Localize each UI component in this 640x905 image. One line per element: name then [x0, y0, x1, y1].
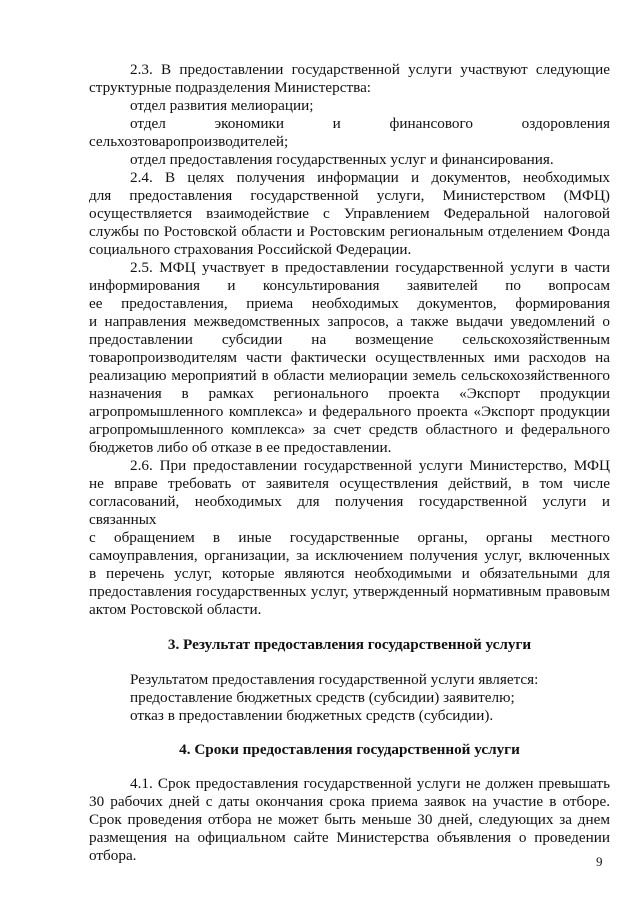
text-line: Срок проведения отбора не может быть меньше 30 дней, следующих за днем [89, 811, 610, 828]
text-line: 2.4. В целях получения информации и документов, необходимых [130, 169, 610, 186]
text-line: агропромышленного комплекса» и федерального проекта «Экспорт продукции [89, 403, 610, 420]
text-line: отдел экономики и финансового оздоровления [130, 115, 610, 132]
text-line: предоставлении субсидии на возмещение сельскохозяйственным [89, 331, 610, 348]
text-line: товаропроизводителям части фактически осуществленных ими расходов на [89, 349, 610, 366]
text-line: структурные подразделения Министерства: [89, 79, 372, 96]
text-line: отдел развития мелиорации; [130, 97, 314, 114]
text-line: 4.1. Срок предоставления государственной услуги не должен превышать [130, 775, 610, 792]
text-line: социального страхования Российской Федерации. [89, 241, 412, 258]
text-line: с обращением в иные государственные органы, органы местного [89, 529, 610, 546]
page-number: 9 [596, 854, 603, 869]
text-line: агропромышленного комплекса» за счет средств областного и федерального [89, 421, 610, 438]
text-line: 2.5. МФЦ участвует в предоставлении государственной услуги в части [130, 259, 610, 276]
text-line: Результатом предоставления государственной услуги является: [130, 671, 539, 688]
section-heading-4: 4. Сроки предоставления государственной услуги [179, 741, 520, 758]
text-line: бюджетов либо об отказе в ее предоставлении. [89, 439, 392, 456]
text-line: отказ в предоставлении бюджетных средств (субсидии). [130, 707, 494, 724]
text-line: актом Ростовской области. [89, 601, 262, 618]
text-line: самоуправления, организации, за исключением получения услуг, включенных [89, 547, 610, 564]
text-line: сельхозтоваропроизводителей; [89, 133, 289, 150]
text-line: ее предоставления, приема необходимых документов, формирования [89, 295, 610, 312]
text-line: назначения в рамках регионального проекта «Экспорт продукции [89, 385, 610, 402]
text-line: информирования и консультирования заявителей по вопросам [89, 277, 610, 294]
section-heading-3: 3. Результат предоставления государственной услуги [167, 636, 532, 653]
text-line: предоставления государственных услуг, утвержденный нормативным правовым [89, 583, 610, 600]
text-line: отбора. [89, 847, 137, 864]
text-line: службы по Ростовской области и Ростовским региональным отделением Фонда [89, 223, 610, 240]
text-line: предоставление бюджетных средств (субсидии) заявителю; [130, 689, 515, 706]
text-line: не вправе требовать от заявителя осуществления действий, в том числе [89, 475, 610, 492]
text-line: в перечень услуг, которые являются необходимыми и обязательными для [89, 565, 610, 582]
text-line: для предоставления государственной услуги, Министерством (МФЦ) [89, 187, 610, 204]
text-line: реализацию мероприятий в области мелиорации земель сельскохозяйственного [89, 367, 610, 384]
text-line: отдел предоставления государственных услуг и финансирования. [130, 151, 554, 168]
text-line: и направления межведомственных запросов, а также выдачи уведомлений о [89, 313, 610, 330]
text-line: 2.6. При предоставлении государственной услуги Министерство, МФЦ [130, 457, 610, 474]
text-line: согласований, необходимых для получения государственной услуги и [89, 493, 610, 510]
text-line: размещения на официальном сайте Министерства объявления о проведении [89, 829, 610, 846]
text-line: 30 рабочих дней с даты окончания срока приема заявок на участие в отборе. [89, 793, 610, 810]
text-line: связанных [89, 511, 157, 528]
text-line: осуществляется взаимодействие с Управлением Федеральной налоговой [89, 205, 610, 222]
text-line: 2.3. В предоставлении государственной услуги участвуют следующие [130, 61, 610, 78]
